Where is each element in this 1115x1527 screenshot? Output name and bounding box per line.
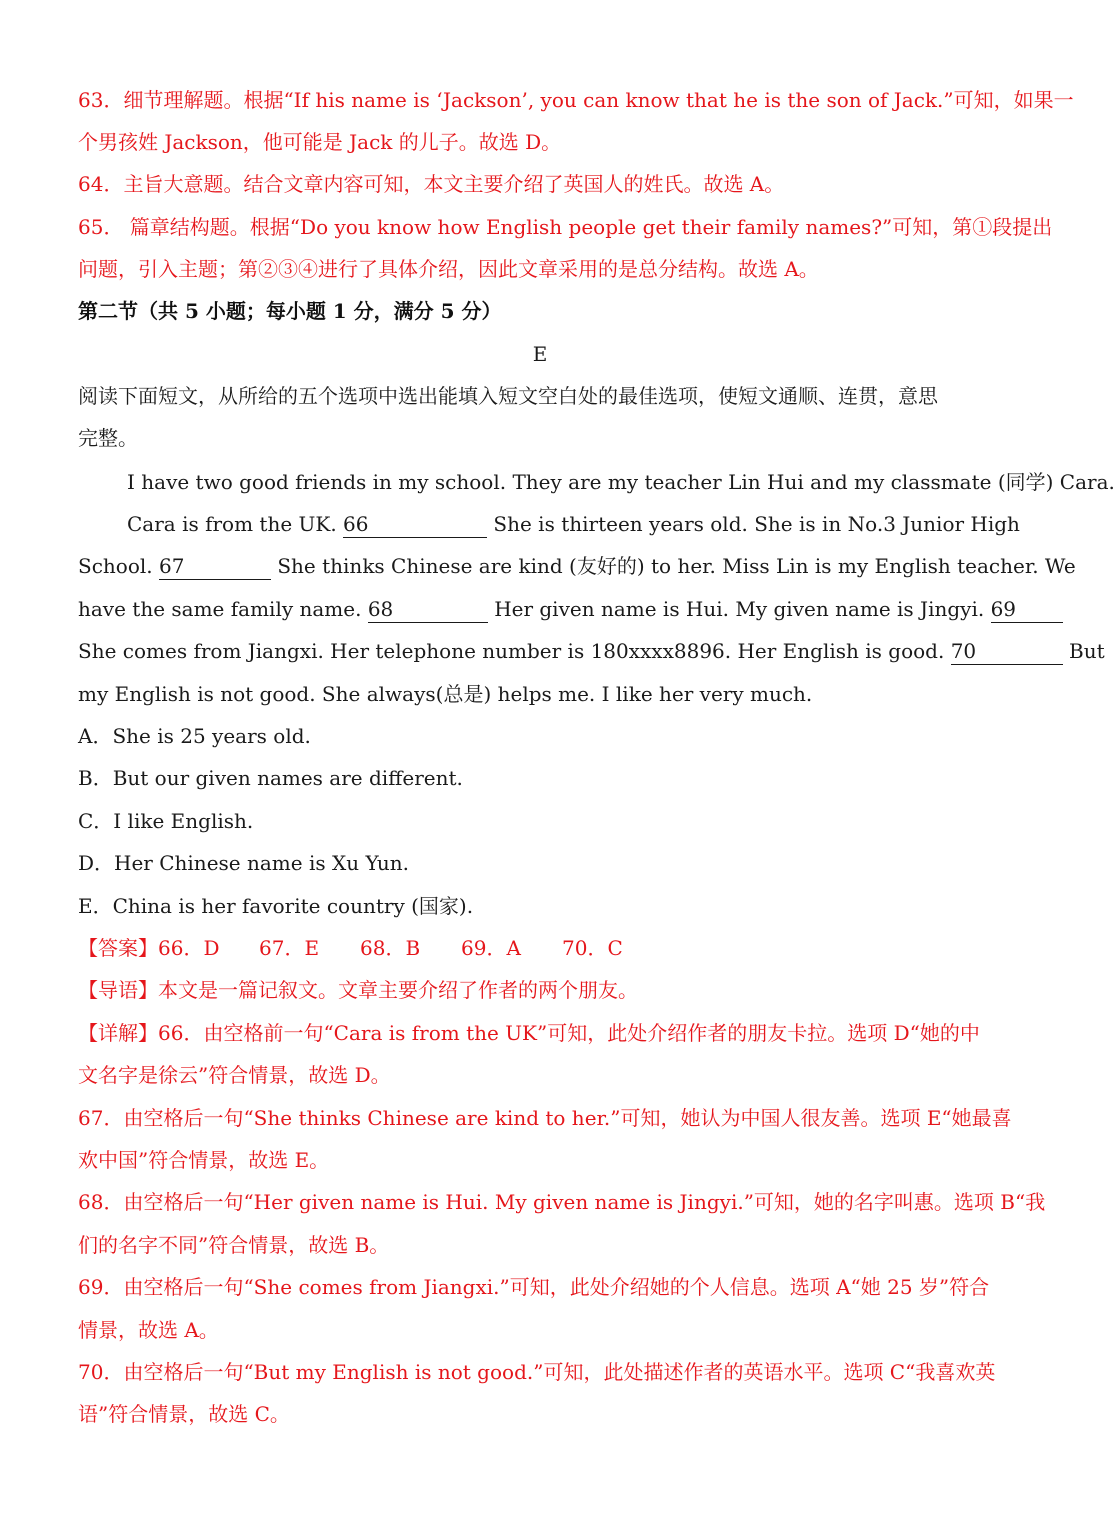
passage-line-blank67: [78, 545, 1076, 587]
passage-text: She is thirteen years old. She is in No.3 Junior High: [493, 512, 1020, 536]
option-c: C．I like English.: [78, 809, 254, 833]
option-e: E．China is her favorite country (国家).: [78, 894, 474, 918]
blank-66: 66: [343, 511, 487, 538]
guide-label: 【导语】: [78, 978, 158, 1002]
passage-text: She thinks Chinese are kind (友好的) to her. Miss Lin is my English teacher. We: [277, 554, 1076, 578]
detail-67-line1: 67．由空格后一句“She thinks Chinese are kind to her.”可知，她认为中国人很友善。选项 E“她最喜: [78, 1106, 1012, 1130]
instruction-line1: 阅读下面短文，从所给的五个选项中选出能填入短文空白处的最佳选项，使短文通顺、连贯，意思: [78, 384, 938, 408]
blank-69: 69: [991, 596, 1063, 623]
passage-text: have the same family name.: [78, 597, 362, 621]
detail-label: 【详解】: [78, 1021, 158, 1045]
section-heading: 第二节（共 5 小题；每小题 1 分，满分 5 分）: [78, 299, 502, 323]
guide-text: 本文是一篇记叙文。文章主要介绍了作者的两个朋友。: [158, 978, 638, 1002]
blank-68: 68: [368, 596, 488, 623]
passage-text: Her given name is Hui. My given name is Jingyi.: [494, 597, 985, 621]
detail-67-line2: 欢中国”符合情景，故选 E。: [78, 1148, 330, 1172]
explanation-63-line2: 个男孩姓 Jackson，他可能是 Jack 的儿子。故选 D。: [78, 130, 562, 154]
detail-69-line1: 69．由空格后一句“She comes from Jiangxi.”可知，此处介绍她的个人信息。选项 A“她 25 岁”符合: [78, 1275, 990, 1299]
passage-line-blank70: [78, 630, 1105, 672]
guide-line: [78, 969, 1002, 1011]
detail-68-line1: 68．由空格后一句“Her given name is Hui. My given name is Jingyi.”可知，她的名字叫惠。选项 B“我: [78, 1190, 1046, 1214]
detail-66-line2: 文名字是徐云”符合情景，故选 D。: [78, 1063, 391, 1087]
blank-67: 67: [159, 553, 271, 580]
answer-66: 66．D: [158, 936, 220, 960]
instruction-line2: 完整。: [78, 426, 138, 450]
passage-letter: E: [532, 342, 548, 366]
passage-paragraph1: I have two good friends in my school. They are my teacher Lin Hui and my classmate (同学) Cara.: [127, 470, 1115, 494]
passage-text: Cara is from the UK.: [127, 512, 337, 536]
passage-line-blank68-69: [78, 588, 1017, 630]
explanation-65-line1: 65． 篇章结构题。根据“Do you know how English people get their family names?”可知，第①段提出: [78, 215, 1053, 239]
answer-label: 【答案】: [78, 936, 158, 960]
passage-text: She comes from Jiangxi. Her telephone number is 180xxxx8896. Her English is good.: [78, 639, 945, 663]
blank-70: 70: [951, 638, 1063, 665]
option-b: B．But our given names are different.: [78, 766, 463, 790]
explanation-63-line1: 63．细节理解题。根据“If his name is ‘Jackson’, you can know that he is the son of Jack.”可知，如果一: [78, 88, 1074, 112]
detail-69-line2: 情景，故选 A。: [78, 1318, 219, 1342]
answer-69: 69．A: [461, 936, 521, 960]
detail-66-line1: [78, 1012, 1002, 1054]
passage-last-line: my English is not good. She always(总是) helps me. I like her very much.: [78, 682, 813, 706]
detail-70-line2: 语”符合情景，故选 C。: [78, 1402, 290, 1426]
option-d: D．Her Chinese name is Xu Yun.: [78, 851, 410, 875]
option-a: A．She is 25 years old.: [78, 724, 311, 748]
explanation-65-line2: 问题，引入主题；第②③④进行了具体介绍，因此文章采用的是总分结构。故选 A。: [78, 257, 819, 281]
passage-text: School.: [78, 554, 153, 578]
detail-66-text: 66．由空格前一句“Cara is from the UK”可知，此处介绍作者的朋友卡拉。选项 D“她的中: [158, 1021, 980, 1045]
answer-key: [78, 927, 1002, 969]
answer-70: 70．C: [562, 936, 623, 960]
answer-68: 68．B: [360, 936, 421, 960]
detail-70-line1: 70．由空格后一句“But my English is not good.”可知，此处描述作者的英语水平。选项 C“我喜欢英: [78, 1360, 996, 1384]
detail-68-line2: 们的名字不同”符合情景，故选 B。: [78, 1233, 390, 1257]
passage-line-blank66: [78, 503, 1020, 545]
explanation-64: 64．主旨大意题。结合文章内容可知，本文主要介绍了英国人的姓氏。故选 A。: [78, 172, 785, 196]
answer-67: 67．E: [259, 936, 320, 960]
passage-text: But: [1069, 639, 1105, 663]
